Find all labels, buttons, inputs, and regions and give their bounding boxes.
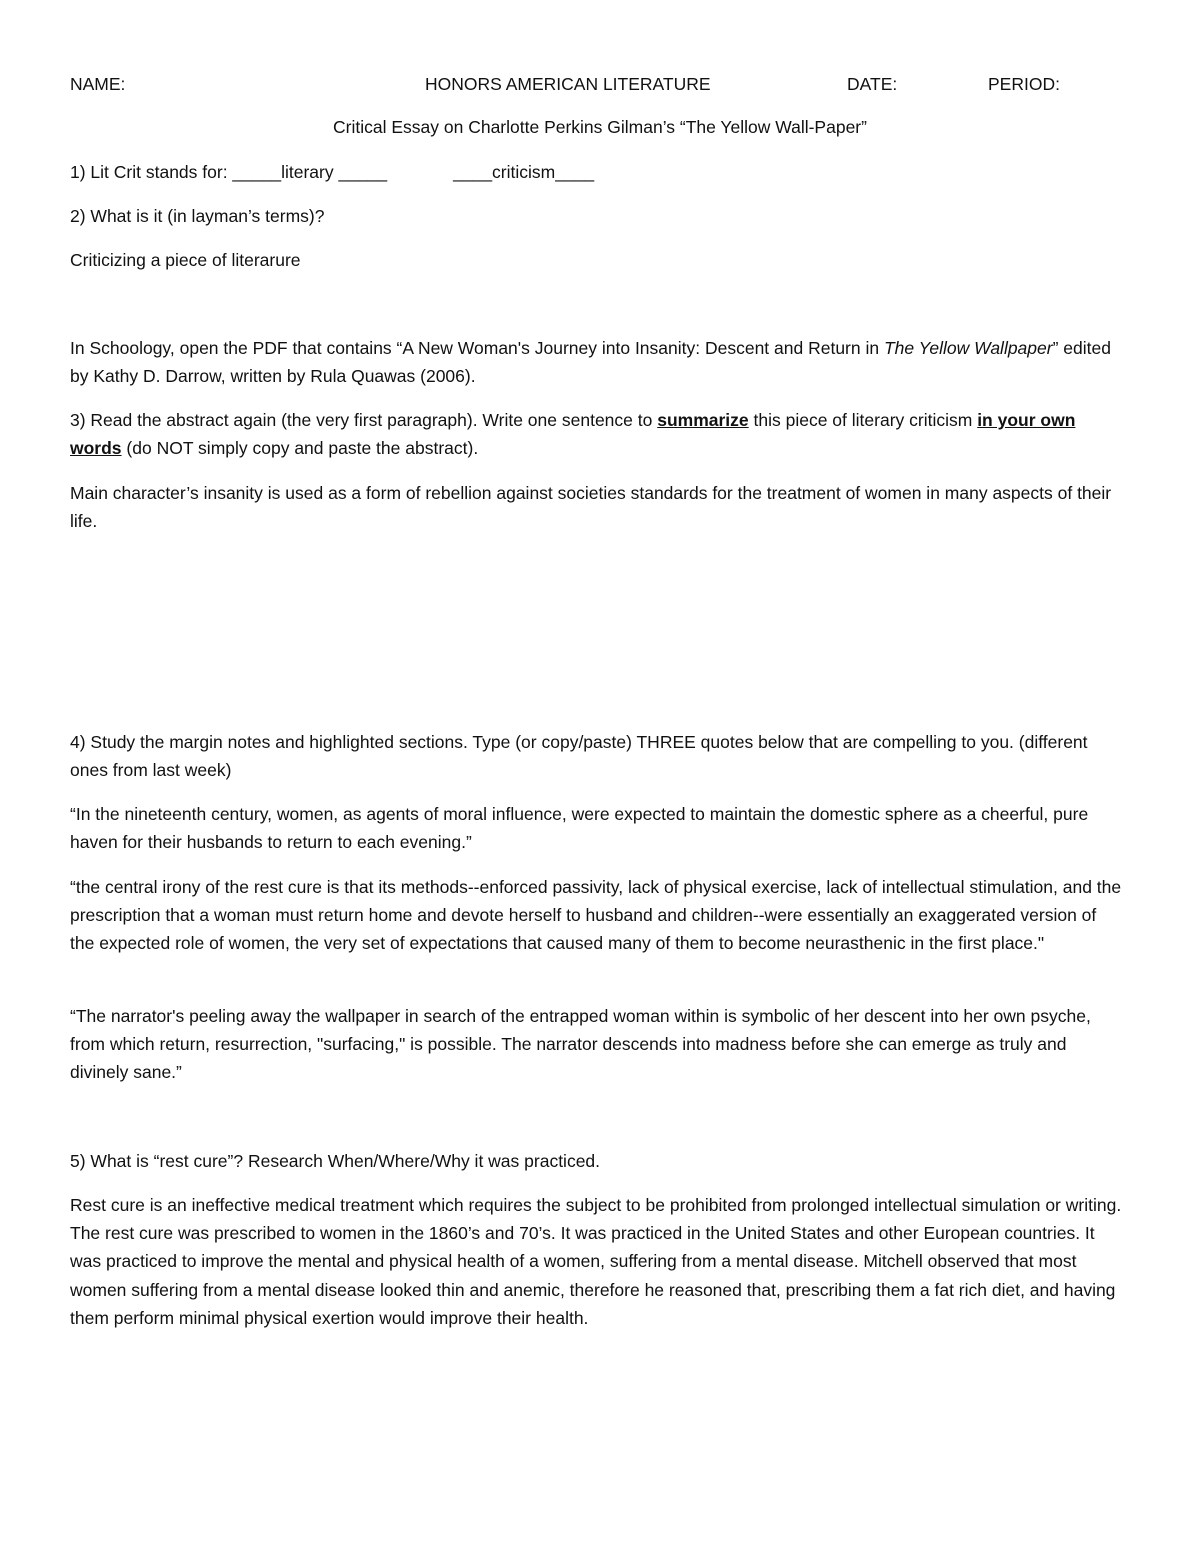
instructions-italic-title: The Yellow Wallpaper: [883, 338, 1053, 358]
instructions-text: In Schoology, open the PDF that contains “A New Woman's Journey into Insanity: Descent and Return in: [70, 338, 884, 358]
question-3-answer: Main character’s insanity is used as a form of rebellion against societies standards for the treatment of women in many aspects of their life.: [70, 483, 1112, 532]
name-label: NAME:: [70, 74, 126, 94]
question-5-answer: Rest cure is an ineffective medical treatment which requires the subject to be prohibited from prolonged intellectual simulation or writing. The rest cure was prescribed to women in the 1860’s and 70’s. It was practiced in the United States and other European countries. It was practiced to improve the mental and physical health of a women, suffering from a mental disease. Mitchell observed that most women suffering from a mental disease looked thin and anemic, therefore he reasoned that, prescribing them a fat rich diet, and having them perform minimal physical exertion would improve their health.: [70, 1195, 1122, 1328]
question-3-summarize-emphasis: summarize: [657, 410, 749, 430]
page-title: Critical Essay on Charlotte Perkins Gilman’s “The Yellow Wall-Paper”: [333, 117, 867, 137]
period-label: PERIOD:: [988, 74, 1060, 94]
question-1-blank-2: ____criticism____: [453, 162, 595, 182]
question-3-text-end: (do NOT simply copy and paste the abstract).: [121, 438, 479, 459]
quote-2: “the central irony of the rest cure is that its methods--enforced passivity, lack of physical exercise, lack of intellectual stimulation, and the prescription that a woman must return home and devote herself to husband and children--were essentially an exaggerated version of the expected role of women, the very set of expectations that caused many of them to become neurasthenic in the first place.": [70, 877, 1122, 954]
question-3: [70, 406, 1122, 462]
question-3-text-mid: this piece of literary criticism: [748, 410, 978, 430]
question-1-prompt: 1) Lit Crit stands for:: [70, 162, 233, 182]
date-label: DATE:: [847, 74, 898, 94]
question-2-prompt: 2) What is it (in layman’s terms)?: [70, 206, 325, 226]
instructions-paragraph: [70, 334, 1122, 390]
instructions-text-end: ” edited by Kathy D. Darrow, written by Rula Quawas (2006).: [70, 338, 1111, 387]
quote-3: “The narrator's peeling away the wallpaper in search of the entrapped woman within is symbolic of her descent into her own psyche, from which return, resurrection, "surfacing," is possible. The narrator descends into madness before she can emerge as truly and divinely sane.”: [70, 1006, 1091, 1083]
course-title: HONORS AMERICAN LITERATURE: [425, 74, 711, 94]
question-1-blank-1: _____literary _____: [232, 162, 388, 182]
question-2-answer: Criticizing a piece of literarure: [70, 250, 301, 270]
question-4-prompt: 4) Study the margin notes and highlighted sections. Type (or copy/paste) THREE quotes below that are compelling to you. (different ones from last week): [70, 732, 1088, 781]
question-3-text: 3) Read the abstract again (the very first paragraph). Write one sentence to: [70, 410, 658, 430]
quote-1: “In the nineteenth century, women, as agents of moral influence, were expected to maintain the domestic sphere as a cheerful, pure haven for their husbands to return to each evening.”: [70, 804, 1089, 853]
question-5-prompt: 5) What is “rest cure”? Research When/Where/Why it was practiced.: [70, 1151, 601, 1171]
question-3-own-words-emphasis: in your own words: [70, 410, 1076, 459]
question-1: [70, 158, 1130, 186]
